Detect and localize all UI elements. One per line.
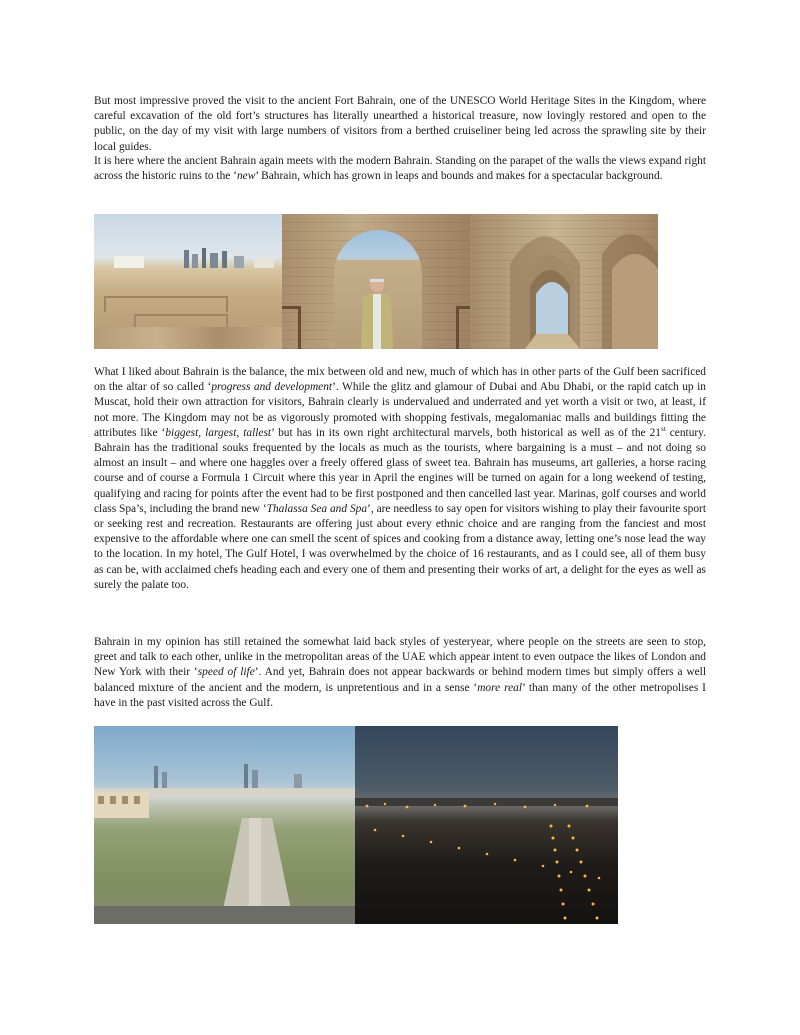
paragraph-text: ’. And yet, Bahrain does not appear backwards or behind modern times but simply offers a well balanced mixture of the ancient and the modern, is unpretentious and in a sense ‘ (94, 666, 706, 694)
wooden-railing (456, 306, 470, 349)
day-cityscape-graphic (94, 726, 355, 924)
paragraph-text: ’, are needless to say open for visitors wishing to play their favourite sport or seeking rest and recreation. Restaurants are offering just about every ethnic choice and are ranging from the fanciest and most expensive to the affordable where one can smell the scent of spices and cooking from a distance away, letting one’s nose lead the way to the location. In my hotel, The Gulf Hotel, I was overwhelmed by the choice of 16 restaurants, and as I could see, all of them busy as can be, with acclaimed chefs heading each and every one of them and presenting their works of art, a delight for the eyes as well as surely the palate too. (94, 502, 706, 591)
emphasis-text: progress and development (211, 381, 333, 394)
fort-archway-photo (282, 214, 470, 349)
paragraph-ancient-meets-modern (94, 154, 706, 184)
emphasis-text: speed of life (197, 666, 255, 679)
night-cityscape-graphic (355, 726, 618, 924)
emphasis-text: more real (477, 681, 523, 694)
paragraph-text: ’ Bahrain, which has grown in leaps and bounds and makes for a spectacular background. (255, 170, 663, 183)
visitor-figure (360, 276, 394, 349)
city-view-day-photo (94, 726, 355, 924)
emphasis-text: biggest, largest, tallest (165, 426, 272, 439)
city-view-night-photo (355, 726, 618, 924)
paragraph-fort-bahrain (94, 94, 706, 155)
superscript-text: st (661, 425, 666, 434)
paragraph-text: What I liked about Bahrain is the balance, the mix between old and new, much of which has in other parts of the Gulf been sacrificed on the altar of so called ‘ (94, 366, 706, 394)
paragraph-text: It is here where the ancient Bahrain again meets with the modern Bahrain. Standing on the parapet of the walls the views expand right across the historic ruins to the ‘ (94, 155, 706, 183)
wooden-railing (282, 306, 301, 349)
city-skyline-graphic (94, 248, 282, 268)
arcade-arches-graphic (470, 214, 658, 349)
paragraph-text: Bahrain in my opinion has still retained the somewhat laid back styles of yesteryear, where people on the streets are seen to stop, greet and talk to each other, unlike in the metropolitan areas of the UAE which appear intent to even outpace the likes of London and New York with their ‘ (94, 636, 706, 679)
emphasis-text: Thalassa Sea and Spa (266, 502, 368, 515)
paragraph-text: But most impressive proved the visit to the ancient Fort Bahrain, one of the UNESCO World Heritage Sites in the Kingdom, where careful excavation of the old fort’s structures has literally unearthed a historical treasure, now lovingly restored and open to the public, on the day of my visit with large numbers of visitors from a berthed cruiseliner being led across the sprawling site by their local guides. (94, 95, 706, 153)
paragraph-text: century. Bahrain has the traditional souks frequented by the locals as much as the tourists, where bargaining is a must – and not doing so almost an insult – and where one haggles over a freely offered glass of sweet tea. Bahrain has museums, art galleries, a horse racing course and of course a Formula 1 Circuit where this year in April the engines will be turned on again for a long weekend of testing, qualifying and racing for points after the event had to be first postponed and then cancelled last year. Marinas, golf courses and world class Spa’s, including the brand new ‘ (94, 426, 706, 515)
ruin-wall (104, 296, 228, 312)
fort-ruins-photo (94, 214, 282, 349)
ruin-rubble (94, 327, 282, 349)
fort-arcade-corridor-photo (470, 214, 658, 349)
paragraph-balance (94, 365, 706, 593)
paragraph-text: ’. While the glitz and glamour of Dubai and Abu Dhabi, or the rapid catch up in Muscat, hold their own attraction for visitors, Bahrain clearly is undervalued and underrated and yet worth a visit or two, at least, if not more. The Kingdom may not be as vigorously promoted with shopping festivals, megalomaniac malls and buildings fitting the attributes like ‘ (94, 381, 706, 439)
paragraph-text: ’ but has in its own right architectural marvels, both historical as well as of the 21 (271, 426, 662, 439)
emphasis-text: new (236, 170, 256, 183)
paragraph-text: ’ than many of the other metropolises I have in the past visited across the Gulf. (94, 681, 706, 709)
paragraph-laid-back (94, 635, 706, 711)
